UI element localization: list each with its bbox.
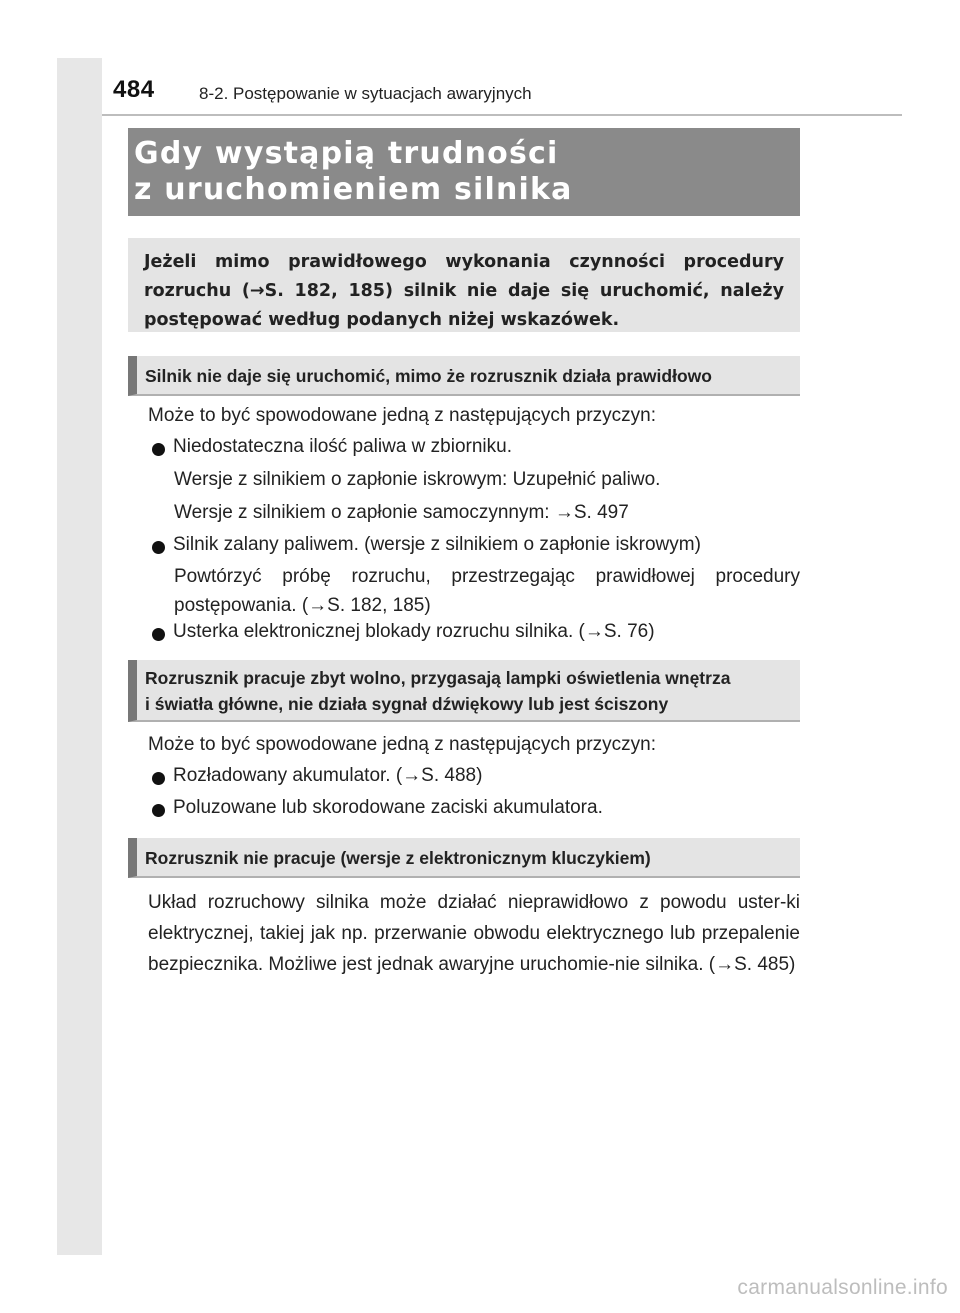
bullet-icon bbox=[152, 628, 165, 641]
section1-bullet2-sub2: postępowania. (→S. 182, 185) bbox=[174, 595, 431, 616]
section-heading-starter-not-working: Rozrusznik nie pracuje (wersje z elektronicznym kluczykiem) bbox=[128, 838, 800, 878]
bullet-icon bbox=[152, 772, 165, 785]
section1-lead: Może to być spowodowane jedną z następujących przyczyn: bbox=[148, 405, 656, 426]
page-title bbox=[128, 128, 800, 216]
section1-bullet1-sub1: Wersje z silnikiem o zapłonie iskrowym: Uzupełnić paliwo. bbox=[174, 469, 661, 490]
section1-bullet2-sub1: Powtórzyć próbę rozruchu, przestrzegając prawidłowej procedury bbox=[174, 566, 800, 587]
intro-box: Jeżeli mimo prawidłowego wykonania czynności procedury rozruchu (→S. 182, 185) silnik nie daje się uruchomić, należy postępować według podanych niżej wskazówek. bbox=[128, 238, 800, 332]
watermark: carmanualsonline.info bbox=[737, 1276, 948, 1299]
section-header: 8-2. Postępowanie w sytuacjach awaryjnych bbox=[199, 84, 532, 103]
bullet-icon bbox=[152, 443, 165, 456]
section2-lead: Może to być spowodowane jedną z następujących przyczyn: bbox=[148, 734, 656, 755]
page-title-line1: Gdy wystąpią trudności bbox=[134, 136, 559, 171]
section2-heading-line2: i światła główne, nie działa sygnał dźwiękowy lub jest ściszony bbox=[145, 694, 669, 714]
section2-heading-line1: Rozrusznik pracuje zbyt wolno, przygasają lampki oświetlenia wnętrza bbox=[145, 668, 731, 688]
section1-bullet3: Usterka elektronicznej blokady rozruchu silnika. (→S. 76) bbox=[173, 621, 655, 642]
section3-body: Układ rozruchowy silnika może działać nieprawidłowo z powodu uster-ki elektrycznej, takiej jak np. przerwanie obwodu elektrycznego lub przepalenie bezpiecznika. Możliwe jest jednak awaryjne uruchomie-nie silnika. (→S. 485) bbox=[148, 892, 800, 975]
page-number: 484 bbox=[113, 76, 155, 103]
margin-strip bbox=[57, 58, 102, 1255]
section-heading-starter-works: Silnik nie daje się uruchomić, mimo że rozrusznik działa prawidłowo bbox=[128, 356, 800, 396]
header-divider bbox=[102, 114, 902, 116]
section1-bullet2: Silnik zalany paliwem. (wersje z silnikiem o zapłonie iskrowym) bbox=[173, 534, 701, 555]
bullet-icon bbox=[152, 804, 165, 817]
section2-bullet1: Rozładowany akumulator. (→S. 488) bbox=[173, 765, 483, 786]
section1-bullet1-sub2: Wersje z silnikiem o zapłonie samoczynnym: →S. 497 bbox=[174, 502, 629, 523]
section-heading-starter-slow bbox=[128, 660, 800, 722]
page-title-line2: z uruchomieniem silnika bbox=[134, 172, 573, 207]
bullet-icon bbox=[152, 541, 165, 554]
section2-bullet2: Poluzowane lub skorodowane zaciski akumulatora. bbox=[173, 797, 603, 818]
section1-bullet1: Niedostateczna ilość paliwa w zbiorniku. bbox=[173, 436, 512, 457]
